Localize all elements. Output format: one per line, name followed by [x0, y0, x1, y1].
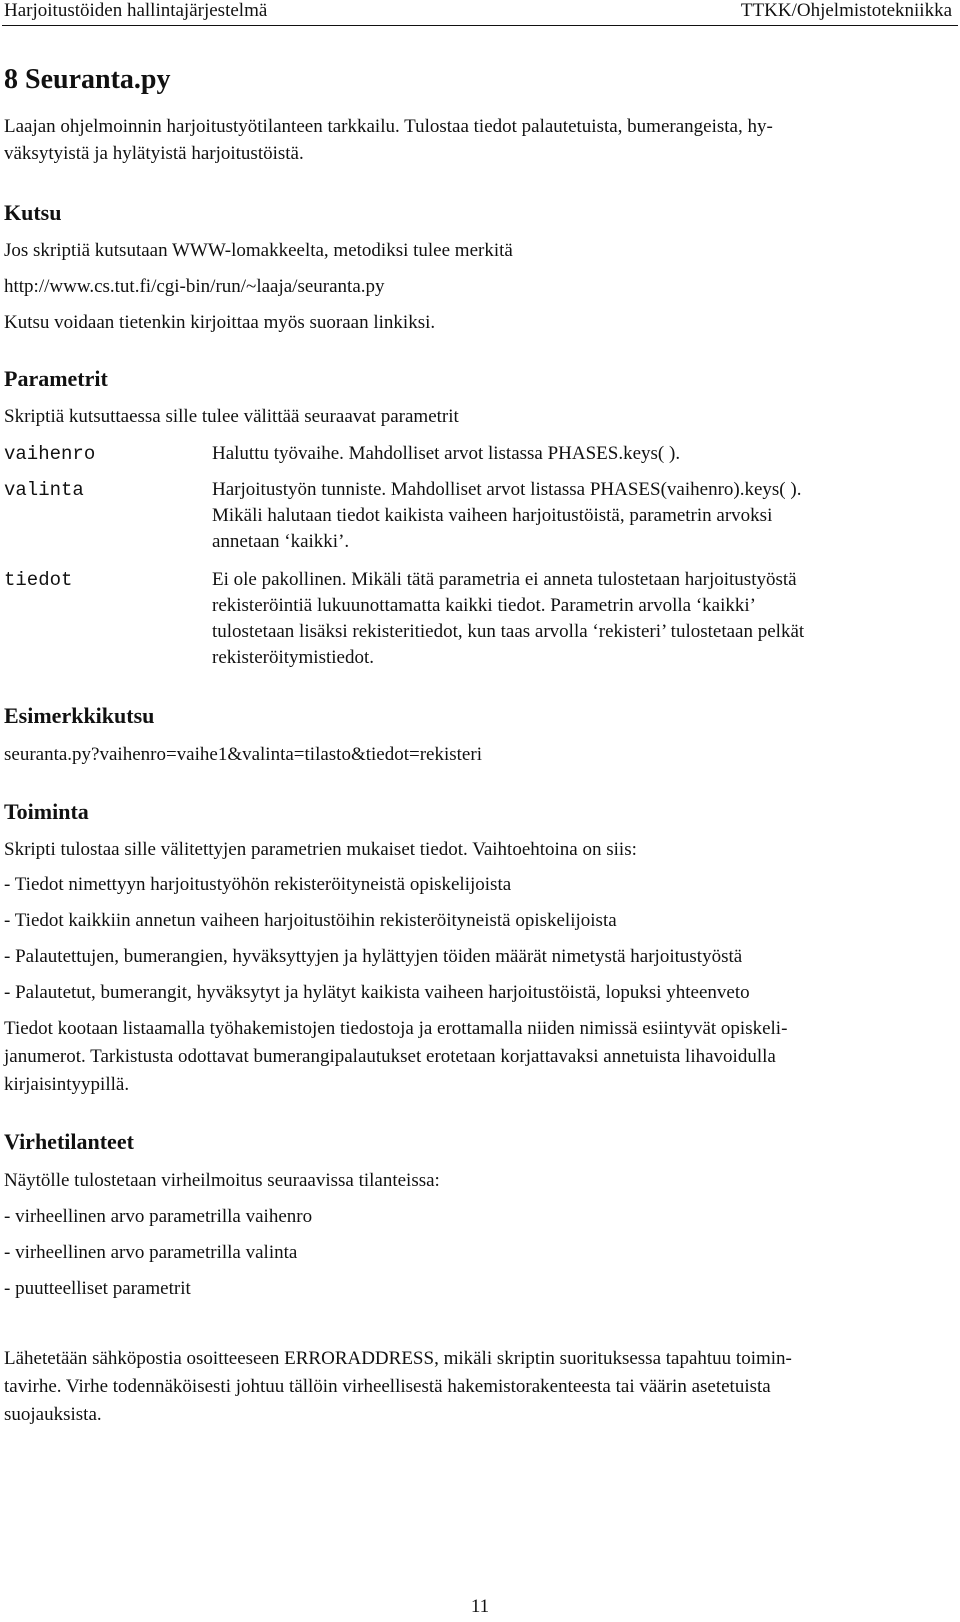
param-desc-valinta-line3: annetaan ‘kaikki’.	[212, 531, 350, 552]
param-name-tiedot: tiedot	[4, 569, 73, 591]
virhe-para-line3: suojauksista.	[4, 1404, 102, 1425]
esimerkki-heading: Esimerkkikutsu	[4, 703, 155, 728]
virhe-para-line2: tavirhe. Virhe todennäköisesti johtuu tällöin virheellisestä hakemistorakenteesta tai väärin asetetuista	[4, 1376, 771, 1397]
header-rule	[2, 25, 958, 26]
kutsu-heading: Kutsu	[4, 200, 62, 225]
virhe-item-2: - virheellinen arvo parametrilla valinta	[4, 1242, 298, 1263]
param-desc-tiedot-line3: tulostetaan lisäksi rekisteritiedot, kun taas arvolla ‘rekisteri’ tulostetaan pelkät	[212, 621, 805, 642]
parametrit-heading: Parametrit	[4, 366, 108, 391]
virhe-para-line1: Lähetetään sähköpostia osoitteeseen ERRORADDRESS, mikäli skriptin suorituksessa tapahtuu toimin-	[4, 1348, 792, 1369]
param-desc-vaihenro: Haluttu työvaihe. Mahdolliset arvot listassa PHASES.keys( ).	[212, 443, 681, 464]
toiminta-para-line3: kirjaisintyypillä.	[4, 1074, 130, 1095]
virhe-item-1: - virheellinen arvo parametrilla vaihenro	[4, 1206, 313, 1227]
toiminta-intro: Skripti tulostaa sille välitettyjen parametrien mukaiset tiedot. Vaihtoehtoina on siis:	[4, 839, 637, 860]
param-desc-valinta-line2: Mikäli halutaan tiedot kaikista vaiheen harjoitustöistä, parametrin arvoksi	[212, 505, 773, 526]
toiminta-para-line1: Tiedot kootaan listaamalla työhakemistojen tiedostoja ja erottamalla niiden nimissä esiintyvät opiskeli-	[4, 1018, 788, 1039]
param-desc-tiedot-line1: Ei ole pakollinen. Mikäli tätä parametria ei anneta tulostetaan harjoitustyöstä	[212, 569, 797, 590]
virhe-item-3: - puutteelliset parametrit	[4, 1278, 191, 1299]
esimerkki-call: seuranta.py?vaihenro=vaihe1&valinta=tilasto&tiedot=rekisteri	[4, 744, 482, 765]
param-name-vaihenro: vaihenro	[4, 443, 96, 465]
page-number: 11	[470, 1596, 490, 1617]
running-header-title: Harjoitustöiden hallintajärjestelmä	[4, 0, 268, 21]
param-name-valinta: valinta	[4, 479, 84, 501]
param-desc-valinta-line1: Harjoitustyön tunniste. Mahdolliset arvot listassa PHASES(vaihenro).keys( ).	[212, 479, 802, 500]
toiminta-option-3: - Palautettujen, bumerangien, hyväksyttyjen ja hylättyjen töiden määrät nimetystä harjoitustyöstä	[4, 946, 743, 967]
section-title: 8 Seuranta.py	[4, 64, 171, 95]
toiminta-para-line2: janumerot. Tarkistusta odottavat bumerangipalautukset erotetaan korjattavaksi annetuista lihavoidulla	[4, 1046, 776, 1067]
virhe-heading: Virhetilanteet	[4, 1129, 134, 1154]
toiminta-option-2: - Tiedot kaikkiin annetun vaiheen harjoitustöihin rekisteröityneistä opiskelijoista	[4, 910, 617, 931]
kutsu-url: http://www.cs.tut.fi/cgi-bin/run/~laaja/seuranta.py	[4, 276, 385, 297]
param-desc-tiedot-line2: rekisteröintiä lukuunottamatta kaikki tiedot. Parametrin arvolla ‘kaikki’	[212, 595, 756, 616]
parametrit-intro: Skriptiä kutsuttaessa sille tulee välittää seuraavat parametrit	[4, 406, 459, 427]
toiminta-option-4: - Palautetut, bumerangit, hyväksytyt ja hylätyt kaikista vaiheen harjoitustöistä, lopuksi yhteenveto	[4, 982, 750, 1003]
kutsu-note: Kutsu voidaan tietenkin kirjoittaa myös suoraan linkiksi.	[4, 312, 436, 333]
toiminta-heading: Toiminta	[4, 799, 89, 824]
toiminta-option-1: - Tiedot nimettyyn harjoitustyöhön rekisteröityneistä opiskelijoista	[4, 874, 512, 895]
intro-line-1: Laajan ohjelmoinnin harjoitustyötilanteen tarkkailu. Tulostaa tiedot palautetuista, bumerangeista, hy-	[4, 116, 773, 137]
virhe-intro: Näytölle tulostetaan virheilmoitus seuraavissa tilanteissa:	[4, 1170, 440, 1191]
intro-line-2: väksytyistä ja hylätyistä harjoitustöistä.	[4, 143, 304, 164]
kutsu-text: Jos skriptiä kutsutaan WWW-lomakkeelta, metodiksi tulee merkitä	[4, 240, 513, 261]
running-header-org: TTKK/Ohjelmistotekniikka	[740, 0, 952, 21]
param-desc-tiedot-line4: rekisteröitymistiedot.	[212, 647, 375, 668]
